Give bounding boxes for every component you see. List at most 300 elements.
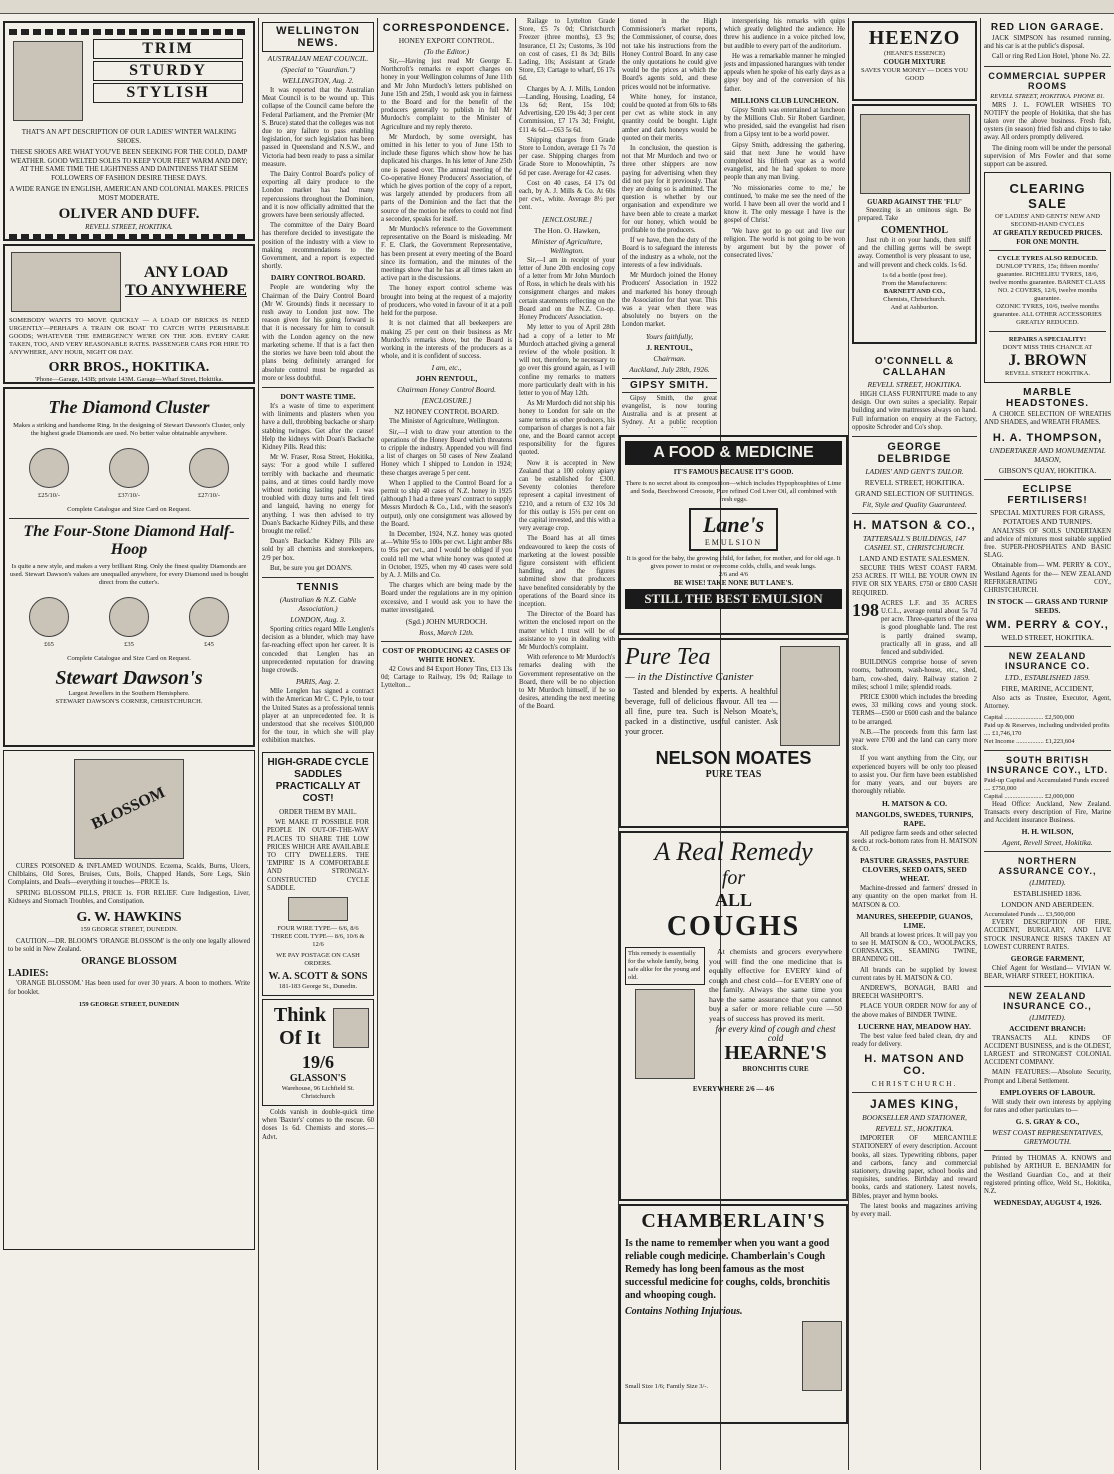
guard-maker3: And at Ashburton. xyxy=(890,303,939,311)
corr-editor: (To the Editor.) xyxy=(423,47,470,56)
guard-maker2: Chemists, Christchurch. xyxy=(883,295,946,303)
clearing-heading: CLEARING SALE xyxy=(1009,181,1086,212)
ring-price: £45 xyxy=(204,641,214,648)
diamond-text: Makes a striking and handsome Ring. In the designing of Stewart Dawson's Cluster, only the highest grade Diamonds are used. No better value obtainable anywhere. xyxy=(13,422,245,437)
chamberlain-contains: Contains Nothing Injurious. xyxy=(625,1306,743,1317)
lanes-logo xyxy=(689,508,778,551)
border-stripe xyxy=(9,29,249,35)
col4-p4: Cost on 40 cases, £4 17s 0d each, by A. J. Mills & Co. At 60s per cwt., white. Average 8½ per cent. xyxy=(519,179,615,212)
col4-enclosure: [ENCLOSURE.] xyxy=(541,214,593,224)
hearnes-bottle-illustration xyxy=(635,989,695,1079)
col5-p2: White honey, for instance, could be quoted at from 60s to 68s per cwt as white stock in any quantity could be bought. Light amber and dark honeys would be quoted on their merits. xyxy=(622,93,717,142)
hearnes-brand2: BRONCHITIS CURE xyxy=(742,1065,809,1073)
eclipse-p2: ANALYSIS OF SOILS UNDERTAKEN and advice of mixtures most suitable supplied free. SUPER-PHOSPHATES AND BASIC SLAG. xyxy=(984,527,1111,560)
corr-heading: CORRESPONDENCE. xyxy=(382,22,511,34)
column-3 xyxy=(378,18,515,1470)
heenzo-brand: (HEANE'S ESSENCE) xyxy=(884,50,945,57)
corr-sub: HONEY EXPORT CONTROL. xyxy=(398,36,495,45)
trim-shoe-ad xyxy=(3,21,255,241)
chamberlain-text: Is the name to remember when you want a good reliable cough medicine. Chamberlain's Cough Remedy has long been famous as the most successful medicine for coughs, colds, bronchitis and whooping cough. xyxy=(625,1238,830,1301)
trim-heading: TRIM xyxy=(93,39,243,59)
ring-illustration xyxy=(189,444,229,500)
oliver-duff: OLIVER AND DUFF. xyxy=(58,206,200,222)
col5-faithfully: Yours faithfully, xyxy=(645,331,694,341)
spring-text: SPRING BLOSSOM PILLS, PRICE 1s. FOR RELIEF. Cure Indigestion, Liver, Kidneys and Stomach Troubles, and Constipation. xyxy=(8,889,250,905)
clearing-prices: AT GREATLY REDUCED PRICES. xyxy=(992,229,1103,238)
trim-text3: A WIDE RANGE IN ENGLISH, AMERICAN AND COLONIAL MAKES. PRICES MOST MODERATE. xyxy=(9,185,249,202)
chamberlains-ad xyxy=(619,1204,848,1424)
place-order: PLACE YOUR ORDER NOW for any of the above makes of BINDER TWINE. xyxy=(852,1003,977,1019)
blossom-logo xyxy=(74,759,184,859)
food-text2: It is good for the baby, the growing child, for father, for mother, and for old age. It gives power to resist or overcome colds, chills, and weak lungs. xyxy=(626,554,841,570)
any-load-heading: ANY LOAD xyxy=(143,264,229,281)
brown-name: J. BROWN xyxy=(1008,352,1087,370)
saddles-heading: HIGH-GRADE CYCLE SADDLES PRACTICALLY AT COST! xyxy=(267,756,369,804)
nz-honey-heading: NZ HONEY CONTROL BOARD. xyxy=(394,407,499,417)
thompson-sub: UNDERTAKER AND MONUMENTAL MASON, xyxy=(989,445,1106,464)
saddles-ad xyxy=(262,752,374,996)
saddle-three: THREE COIL TYPE— 8/6, 10/6 & 12/6 xyxy=(271,932,365,948)
british-p2: Capital ........................ £2,000,000 xyxy=(984,792,1075,800)
hon-p7: With reference to Mr Murdoch's remarks dealing with the Government representative on the Board, there will be no objection to Mr Murdoch himself, if he so desires, attending the next meeting of the Board. xyxy=(519,654,615,711)
manures-p: All brands at lowest prices. It will pay you to see H. MATSON & CO., WOOLPACKS, CORNSACKS, SEAMING TWINE, BRANDING OIL. xyxy=(852,931,977,964)
james-sub: BOOKSELLER AND STATIONER, xyxy=(862,1113,967,1123)
stock: IN STOCK — GRASS AND TURNIP SEEDS. xyxy=(987,597,1108,616)
heenzo-column xyxy=(849,18,980,348)
column-8 xyxy=(981,18,1114,1470)
heenzo-title: HEENZO xyxy=(868,27,961,49)
paris-text: Mlle Lenglen has signed a contract with the American Mr C. C. Pyle, to tour the United States as a professional tennis player at an unprecedented fee. It is understood that she receives $100,000 for the tour, in which she will play exhibition matches. xyxy=(262,688,374,745)
doans-price: Doan's Backache Kidney Pills are sold by all chemists and storekeepers, 2/9 per box. xyxy=(262,538,374,562)
orr-bros: ORR BROS., HOKITIKA. xyxy=(48,360,210,375)
british-agent: H. H. WILSON, xyxy=(1021,827,1074,837)
ring-price: £37/10/- xyxy=(117,492,141,499)
guard-from: From the Manufacturers: xyxy=(882,279,947,287)
oconnell-text: HIGH CLASS FURNITURE made to any design. Our own suites a speciality. Repair building and wire mattresses always on hand. Full information on enquiry at the Factory, opposite Schroder and Co's shop. xyxy=(852,391,977,431)
gray: G. S. GRAY & CO., xyxy=(1015,1117,1080,1127)
northern-london: LONDON AND ABERDEEN. xyxy=(1001,900,1094,910)
pure-tea-title: Pure Tea xyxy=(625,644,711,670)
tennis-date: LONDON, Aug. 3. xyxy=(290,614,346,624)
think-heading: Think Of It xyxy=(273,1003,327,1049)
guard-maker: BARNETT AND CO., xyxy=(883,287,946,295)
col5-sign: J. RENTOUL, xyxy=(646,342,693,352)
load-text: SOMEBODY WANTS TO MOVE QUICKLY — A LOAD OF BRICKS IS NEED URGENTLY—PERHAPS A TRAIN OR BOAT TO CATCH WITH PERISHABLE GOODS; WHATEVER THE EMERGENCY WE'RE ON THE JOB. EVERY CARE TAKEN, TOO, AND VERY REASONABLE RATES. PASSENGER CARS FOR HIRE TO ANYWHERE, ANY HOUR, NIGHT OR DAY. xyxy=(9,317,249,356)
chamberlain-prices: Small Size 1/6; Family Size 3/-. xyxy=(625,1383,709,1390)
northern-p: EVERY DESCRIPTION OF FIRE, ACCIDENT, BURGLARY, AND LIVE STOCK INSURANCE RISKS TAKEN AT LOWEST CURRENT RATES. xyxy=(984,919,1111,951)
delbridge-footer: Fit, Style and Quality Guaranteed. xyxy=(862,500,967,510)
to-anywhere-heading: TO ANYWHERE xyxy=(125,282,247,299)
matson-heading: H. MATSON & CO., xyxy=(853,518,976,533)
nz-insurance-heading: NEW ZEALAND INSURANCE CO. xyxy=(1004,651,1090,672)
british-heading: SOUTH BRITISH INSURANCE COY., LTD. xyxy=(986,754,1109,775)
tennis-heading: TENNIS xyxy=(296,581,340,593)
murdoch-sign: (Sgd.) JOHN MURDOCH. xyxy=(405,616,488,626)
tyre-list: DUNLOP TYRES, 15s; fifteen months' guarantee. RICHELIEU TYRES, 18/6, twelve months guarantee. BARNET CLASS NO. 2 COVERS, 12/6, twelve months guarantee. xyxy=(989,263,1106,303)
hon-p4: Now it is accepted in New Zealand that a 100 colony apiary can be established for £300. Seventy colonies therefore represent a capital investment of £210, and a return of £32 10s 3d for this outlay is 15½ per cent on the capital invested, and this with a very average crop. xyxy=(519,459,615,533)
oliver-addr: REVELL STREET, HOKITIKA. xyxy=(85,223,173,231)
glasson-footer: Colds vanish in double-quick time when 'Baxter's' comes to the rescue. 60 doses 1s 6d. Chemists and stores.—Advt. xyxy=(262,1108,374,1141)
orange-blossom: ORANGE BLOSSOM xyxy=(81,956,177,968)
income: Net Income ................. £1,223,604 xyxy=(984,737,1075,745)
employers: EMPLOYERS OF LABOUR. xyxy=(999,1087,1096,1097)
chamberlain-title: CHAMBERLAIN'S xyxy=(641,1210,826,1232)
comenthol-illustration xyxy=(860,114,970,194)
red-lion-p: JACK SIMPSON has resumed running, and his car is at the public's disposal. xyxy=(984,35,1111,51)
gipsy-heading: GIPSY SMITH. xyxy=(622,378,717,393)
minister-address: The Minister of Agriculture, Wellington. xyxy=(389,418,500,426)
column-4 xyxy=(516,18,618,1470)
remedy-everywhere: EVERYWHERE 2/6 — 4/6 xyxy=(692,1085,775,1093)
column-2 xyxy=(259,18,377,1470)
wellington-p2: The Dairy Control Board's policy of exporting all dairy produce to the London market has had many repercussions throughout the Dominion, and it is now officially admitted that the growers have been seriously affected. xyxy=(262,171,374,220)
patent-medicine-block xyxy=(619,432,848,1470)
saddle-four: FOUR WIRE TYPE— 6/6, 8/6 xyxy=(277,924,359,932)
nz-ins2-sub: (LIMITED). xyxy=(1029,1012,1066,1022)
trim-text2: THESE SHOES ARE WHAT YOU'VE BEEN SEEKING FOR THE COLD, DAMP WEATHER. GOOD WELTED SOLES TO KEEP YOUR FEET WARM AND DRY; AT THE SAME TIME THE LIGHTNESS AND DAINTINESS THAT SEEM FOLLOWERS OF FASHION DESIRE THESE DAYS. xyxy=(10,148,248,182)
matson-p6: If you want anything from the City, our experienced buyers will be only too pleased to assist you. Our firm have been established for many years, and our buyers are thoroughly reliable. xyxy=(852,755,977,796)
stewart-sub: Largest Jewellers in the Southern Hemisphere. xyxy=(68,690,190,697)
matson-p3: BUILDINGS comprise house of seven rooms, bathroom, wash-house, etc., shed, barn, cow-shed, dairy. Railway station 2 miles; school 1 mile; splendid roads. xyxy=(852,659,977,691)
red-lion-heading: RED LION GARAGE. xyxy=(990,22,1105,33)
cost-heading: COST OF PRODUCING 42 CASES OF WHITE HONEY. xyxy=(382,645,511,664)
scott-name: W. A. SCOTT & SONS xyxy=(268,970,368,982)
stewart-dawson: Stewart Dawson's xyxy=(55,667,203,689)
diamond-cluster-ad xyxy=(3,387,255,747)
james-addr: REVELL ST., HOKITIKA. xyxy=(875,1124,954,1134)
ring-illustration xyxy=(29,444,69,500)
col4-p3: Shipping charges from Grade Store to London, average £1 7s 7d per case. Shipping charges from Grade Store to Monowhiptin, 7s 6d per case. Average for 42 cases. xyxy=(519,136,615,177)
guard-prices: 1s 6d a bottle (post free). xyxy=(882,271,947,279)
perry-addr: WELD STREET, HOKITIKA. xyxy=(1001,633,1094,643)
matson-p2: ACRES L.F. and 35 ACRES U.C.L., average rental about 5s 7d per acre. Three-quarters of the area is good ploughable land. The rest is partly drained swamp, practically all in grass, and all fenced and subdivided. xyxy=(881,599,977,657)
corr-name: JOHN RENTOUL, xyxy=(415,374,478,384)
matson-p4: PRICE £3000 which includes the breeding ewes, 33 milking cows and young stock. TERMS—£500 or £600 cash and the balance to be arranged. xyxy=(852,694,977,726)
matson-p5: N.B.—The proceeds from this farm last year were £700 and the land can carry more stock. xyxy=(852,728,977,753)
remedy-all: ALL xyxy=(714,890,752,910)
food-text: There is no secret about its composition—which includes Hypophosphites of Lime and Soda, Beechwood Creosote, Pure refined Cod Liver Oil, all combined with fresh eggs. xyxy=(625,479,842,503)
corr-title: Chairman Honey Control Board. xyxy=(396,385,497,395)
hearnes-ad xyxy=(619,831,848,1201)
hon-p1: Sir,—I am in receipt of your letter of June 20th enclosing copy of a letter from Mr John Murdoch of Ross, in which he deals with his consignment charges and makes certain statements reflecting on the Board and on the N.Z. Co-op. Honey Producers' Association. xyxy=(519,256,615,322)
col5-p3: In conclusion, the question is not that Mr Murdoch and two or three other shippers are now paying for advertising when they did not pay for it previously. That they are doing so is admitted. The question is whether by our organisation and expenditure we have been able to create a market for our honey, which would be profitable to the producers. xyxy=(622,145,717,235)
accident: ACCIDENT BRANCH: xyxy=(1009,1023,1086,1033)
clearing-sub: OF LADIES' AND GENTS' NEW AND SECOND-HAND CYCLES xyxy=(995,213,1100,229)
marble-p: A CHOICE SELECTION OF WREATHS AND SHADES, and WREATH FRAMES. xyxy=(984,411,1111,427)
james-footer: The latest books and magazines arriving by every mail. xyxy=(852,1202,977,1218)
tennis-sub: (Australian & N.Z. Cable Association.) xyxy=(279,594,357,613)
wellington-p3: The committee of the Dairy Board has therefore decided to investigate the position of the industry with a view to making recommendations to the Government, and a report is expected shortly. xyxy=(262,222,374,271)
guard-text: Sneezing is an ominous sign. Be prepared. Take xyxy=(858,206,971,222)
four-catalog: Complete Catalogue and Size Card on Request. xyxy=(67,655,191,662)
dont-waste-text2: Mr W. Fraser, Rosa Street, Hokitika, says: 'For a good while I suffered terribly with backache and rheumatic pains, and at times could hardly move without noticing lasting pain. I was troubled with dizzy turns and felt tired and languid, having no energy for anything. I was then advised to try Doan's Backache Kidney Pills, and these brought me relief.' xyxy=(262,454,374,535)
shoe-illustration xyxy=(13,41,83,121)
pure-tea-sub: — in the Distinctive Canister xyxy=(625,671,754,683)
doans-footer: But, be sure you get DOAN'S. xyxy=(270,564,353,572)
glasson-name: GLASSON'S xyxy=(289,1072,347,1084)
ring-illustration xyxy=(189,593,229,649)
hawkins-name: G. W. HAWKINS xyxy=(76,910,182,926)
blossom-ad xyxy=(3,750,255,1250)
col5-date: Auckland, July 28th, 1926. xyxy=(629,364,710,374)
diamond-cluster-heading: The Diamond Cluster xyxy=(48,397,210,417)
ring-illustration xyxy=(109,444,149,500)
border-stripe xyxy=(9,234,249,240)
ring-price: £35 xyxy=(124,641,134,648)
british-p3: Head Office: Auckland, New Zealand. Transacts every description of Fire, Marine and Accident insurance Business. xyxy=(984,800,1111,825)
coat-illustration xyxy=(333,1008,369,1048)
food-footer: STILL THE BEST EMULSION xyxy=(625,589,842,609)
nz-ins-p: FIRE, MARINE, ACCIDENT, xyxy=(1001,684,1094,694)
stylish-heading: STYLISH xyxy=(93,83,243,103)
corr-p5: It is not claimed that all beekeepers are making 25 per cent on their business as Mr Murdoch's remarks show, but the Board is working in the interests of the producers as a whole, and it is confident of success. xyxy=(381,320,512,361)
clearing-sale-ad xyxy=(984,172,1111,383)
dont-miss: DON'T MISS THIS CHANCE AT xyxy=(1002,344,1093,352)
matson-198: 198 xyxy=(852,599,879,620)
nz-ins2-heading: NEW ZEALAND INSURANCE CO., xyxy=(1003,990,1092,1011)
millions-heading: MILLIONS CLUB LUNCHEON. xyxy=(730,95,839,105)
matson-p7: MANGOLDS, SWEDES, TURNIPS, RAPE. xyxy=(855,809,974,828)
dont-waste-heading: DON'T WASTE TIME. xyxy=(280,391,356,401)
col4-p1: Railage to Lyttelton Grade Store, £5 7s 0d; Christchurch Freezer (three months), £3 9s; Insurance, £1 2s; Customs, 3s 10d on cost of cases, £1 8s 3d; Bills Lading, 10s; Assistant at Grade Store, £3; Cartage to wharf, £6 17s 6d. xyxy=(519,18,615,83)
hearnes-brand: HEARNE'S xyxy=(724,1042,827,1064)
corr-p3: Mr Murdoch's reference to the Government representative on the Board is misleading. Mr F. E. Clark, the Government Representative, has been present at every meeting of the Board since its formation, and the minutes of the meetings show that he has at all times taken an active part in the discussions. xyxy=(381,226,512,283)
corr-sign: I am, etc., xyxy=(431,363,462,373)
four-stone-heading: The Four-Stone Diamond Half-Hoop xyxy=(23,523,235,558)
nz-ins-sub: LTD., ESTABLISHED 1859. xyxy=(1005,673,1090,683)
james-p: IMPORTER OF MERCANTILE STATIONERY of every description. Account books, all sizes. Typewriting ribbons, paper and carbons, fancy and commercial stationery, drawing paper, school books and requisites, sundries. Birthday and reward books, cards and stationery. Latest novels, Bibles, prayer and hymn books. xyxy=(852,1135,977,1200)
millions-p: Gipsy Smith was entertained at luncheon by the Millions Club. Sir Robert Gardiner, who presided, said the evangelist had risen from a Gipsy tent to be a world power. xyxy=(724,106,845,139)
real-remedy-title: A Real Remedy xyxy=(654,837,813,866)
gray-p: WEST COAST REPRESENTATIVES, GREYMOUTH. xyxy=(992,1128,1103,1147)
eclipse-heading: ECLIPSE FERTILISERS! xyxy=(1007,483,1088,506)
think-price: 19/6 xyxy=(301,1051,334,1072)
british-p: Paid-up Capital and Accumulated Funds exceed .... £750,000 xyxy=(984,776,1109,792)
saddles-text: WE MAKE IT POSSIBLE FOR PEOPLE IN OUT-OF-THE-WAY PLACES TO SHARE THE LOW PRICES WHICH ARE AVAILABLE TO CITY DWELLERS. THE 'EMPIRE' IS A COMFORTABLE AND STRONGLY-CONSTRUCTED CYCLE SADDLE. xyxy=(267,819,369,892)
remedy-side: This remedy is essentially for the whole family, being safe alike for the young and old. xyxy=(625,947,705,985)
trim-text: THAT'S AN APT DESCRIPTION OF OUR LADIES' WINTER WALKING SHOES. xyxy=(21,128,237,145)
marble-heading: MARBLE HEADSTONES. xyxy=(1005,387,1090,410)
heenzo-ad xyxy=(852,21,977,101)
oconnell-addr: REVELL STREET, HOKITIKA. xyxy=(867,380,962,389)
capital: Capital ........................ £2,500,000 xyxy=(984,713,1075,721)
hon-p6: The Director of the Board has written the enclosed report on the matter which I trust will be of assistance to you in dealing with Mr Murdoch's complaint. xyxy=(519,611,615,652)
matson2-sub: CHRISTCHURCH. xyxy=(871,1079,958,1089)
cost-text: 42 Cows and 84 Export Honey Tins, £13 13s 0d; Cartage to Railway, 19s 0d; Railage to Lyttelton... xyxy=(381,665,512,690)
matson-p1: SECURE THIS WEST COAST FARM. 253 ACRES. IT WILL BE YOUR OWN IN FIVE OR SIX YEARS. £750 or £800 CASH REQUIRED. xyxy=(852,565,977,597)
printed-by: Printed by THOMAS A. KNOWS and published by ARTHUR E. BENJAMIN for the Westland Guardian Co., and at their registered printing office, Weld St., Hokitika, N.Z. xyxy=(984,1155,1111,1195)
ring-illustration xyxy=(29,593,69,649)
col5-p4: If we have, then the duty of the Board is to safeguard the interests of the industry as a whole, not the interests of a few individuals. xyxy=(622,237,717,269)
pasture: PASTURE GRASSES, PASTURE CLOVERS, SEED OATS, SEED WHEAT. xyxy=(860,856,969,884)
nelson-brand2: PURE TEAS xyxy=(705,769,762,780)
remedy-for: for xyxy=(721,867,746,889)
col5-p5: Mr Murdoch joined the Honey Producers' Association in 1922 and marketed his honey through the Association for that year. This was a year when there was absolutely no buyers on the London market. xyxy=(622,272,717,329)
saddle-illustration xyxy=(288,897,348,921)
remedy-coughs: COUGHS xyxy=(666,911,801,942)
millions-p3: 'No missionaries come to me,' he continued, 'to make me see the need of the world. I have been all over the world and I know it. The only message I have is the gospel of Christ.' xyxy=(724,184,845,225)
food-prices: 2/6 and 4/6 xyxy=(718,570,749,578)
diamond-catalog: Complete Catalogue and Size Card on Request. xyxy=(67,506,191,513)
employers-p: Will study their own interests by applying for rates and other particulars to— xyxy=(984,1098,1111,1114)
heenzo-sub: COUGH MIXTURE xyxy=(883,58,946,66)
matson-land: LAND AND ESTATE SALESMEN. xyxy=(859,554,970,564)
guard-title: GUARD AGAINST THE 'FLU' xyxy=(867,198,962,206)
murdoch-date: Ross, March 12th. xyxy=(419,627,474,637)
tyre-list2: OZONIC TYRES, 10/6, twelve months guarantee. ALL OTHER ACCESSORIES GREATLY REDUCED. xyxy=(993,303,1102,327)
dont-waste-text: It's a waste of time to experiment with liniments and plasters when you have a dull, throbbing backache or sharp stabbing twinges. Get after the cause! Help the kidneys with Doan's Backache Kidney Pills. Read this: xyxy=(262,402,374,451)
comenthol-ad xyxy=(852,104,977,344)
delbridge-heading: GEORGE DELBRIDGE xyxy=(877,441,952,466)
northern-funds: Accumulated Funds .... £3,500,000 xyxy=(984,911,1076,919)
column-6 xyxy=(721,18,848,428)
minister-p: Sir,—I wish to draw your attention to the operations of the Honey Board which threatens to cripple the industry. Appended you will find a list of charges on 50 cases of New Zealand Honey which I shipped to London in 1924; these charges average 5 per cent. xyxy=(381,428,512,477)
perry-heading: WM. PERRY & COY., xyxy=(986,619,1109,632)
lanes-brand: Lane's xyxy=(702,511,765,537)
ring-price: £65 xyxy=(44,641,54,648)
minister-p4: The charges which are being made by the Board under the regulations are in my opinion excessive, and I would ask you to have the matter investigated. xyxy=(381,582,512,614)
food-banner: A FOOD & MEDICINE xyxy=(625,441,842,465)
delbridge-addr: REVELL STREET, HOKITIKA. xyxy=(864,478,965,488)
nz-ins-p2: Also acts as Trustee, Executor, Agent, Attorney. xyxy=(984,695,1111,711)
orr-phone: 'Phone—Garage, 143B; private 143M. Garage—Wharf Street, Hokitika. xyxy=(34,376,224,383)
clearing-month: FOR ONE MONTH. xyxy=(1016,237,1079,246)
delbridge-grand: GRAND SELECTION OF SUITINGS. xyxy=(855,489,974,499)
wellington-heading: WELLINGTON NEWS. xyxy=(262,22,374,52)
paid-up: Paid up & Reserves, including undivided profits .... £1,746,170 xyxy=(984,721,1110,737)
ladies-label: LADIES: xyxy=(8,968,49,980)
think-ad xyxy=(262,999,374,1106)
col5-p1: tioned in the High Commissioner's market reports, the Commissioner, of course, does not take his instructions from the Honey Control Board. In any case the only quotations he could give would be the prices at which the Board's agents sold, and these prices would not be informative. xyxy=(622,18,717,91)
oconnell-heading: O'CONNELL & CALLAHAN xyxy=(874,356,955,378)
pasture2: Machine-dressed and farmers' dressed in any quantity on the open market from H. MATSON & CO. xyxy=(852,885,977,909)
wellington-p1: It was reported that the Australian Meat Council is to be wound up. This collapse of the Council came before the Federal Parliament, and the Premier (Mr S. Bruce) stated that the colleges was not due to any failure to pass enabling legislation, for such legislation has been passed in Queensland and N.S.W., and Victoria had been ready to pass a similar measure. xyxy=(262,87,374,168)
repairs: REPAIRS A SPECIALITY! xyxy=(1008,336,1087,344)
glasson-sub: Warehouse, 96 Lichfield St. Christchurch xyxy=(281,1084,355,1100)
british-agent2: Agent, Revell Street, Hokitika. xyxy=(1002,838,1093,848)
remedy-text: At chemists and grocers everywhere you will find the one medicine that is equally effective for EVERY kind of cough and chest cold—for EVERY one of the family. Always the same time you have the same assurance that you cannot buy a safer or more reliable cure —50 years of success has proved its merit. xyxy=(709,947,842,1023)
blossom-text: CURES POISONED & INFLAMED WOUNDS. Eczema, Scalds, Burns, Ulcers, Chilblains, Old Sores, Bruises, Cuts, Boils, Chapped Hands, Sore Legs, Skin Complaints, and Deafs—everything it touches—PRICE 1s. xyxy=(8,863,250,887)
millions-p4: 'We have got to go out and live our religion. The world is not going to be won by argument but by the power of consecrated lives.' xyxy=(724,227,845,260)
commercial-p: MRS J. L. FOWLER WISHES TO NOTIFY the people of Hokitika, that she has taken over the above business. Fresh fish, oysters (in season) fried fish and chips to take away. All orders promptly delivered. xyxy=(984,101,1111,142)
comenthol-name: COMENTHOL xyxy=(880,224,949,236)
ring-price: £25/10/- xyxy=(37,492,61,499)
footer-address: 159 GEORGE STREET, DUNEDIN xyxy=(78,1000,180,1008)
hawkins-addr: 159 GEORGE STREET, DUNEDIN. xyxy=(80,926,178,934)
tennis-text: Sporting critics regard Mlle Lenglen's decision as a blunder, which may have far-reaching effect upon her career. It is conceded that Lenglen has an unprecedented reputation for drawing huge crowds. xyxy=(262,625,374,674)
corr-p4: The honey export control scheme was brought into being at the request of a majority of producers, who voted in favour of it at a poll held for the purpose. xyxy=(381,285,512,318)
col6-p1: intersperising his remarks with quips which greatly delighted the audience. He threw his audience in a voice pitched low, but audible to every part of the auditorium. xyxy=(724,18,845,50)
nelson-moate-ad xyxy=(619,638,848,828)
commercial-addr: REVELL STREET, HOKITIKA. PHONE 81. xyxy=(990,92,1105,100)
commercial-p2: The dining room will be under the personal supervision of Mrs Fowler and that some support can be assured. xyxy=(984,144,1111,169)
corr-p1: Sir,—Having just read Mr George E. Northcroft's remarks re export charges on honey in your Wellington columns of June 11th and Mr John Murdoch's letters published on June 15th and 25th, I would ask you in fairness to the Board and for the benefit of the producers generally to publish in full Mr Murdoch's complaint to the Minister of Agriculture and my reply thereto. xyxy=(381,58,512,131)
northern-sub: (LIMITED). xyxy=(1029,878,1066,888)
andrew: ANDREW'S, BONAGH, BARI and BREECH WASHPORT'S. xyxy=(852,984,977,1001)
minister-p2: When I applied to the Control Board for a permit to ship 40 cases of N.Z. honey in 1925 (although I had a three years' contract to supply Messrs Murdoch & Co., Ltd., with the season's output), only one consignment was allowed by the Board. xyxy=(381,479,512,528)
lanes-emulsion-ad xyxy=(619,435,848,635)
wellington-date: WELLINGTON, Aug. 2. xyxy=(282,76,354,85)
ladies-text: 'ORANGE BLOSSOM.' Has been used for over 30 years. A boon to mothers. Write for booklet. xyxy=(8,980,250,996)
hon-title: Minister of Agriculture, Wellington. xyxy=(531,236,603,255)
heenzo-tag: SAVES YOUR MONEY — DOES YOU GOOD xyxy=(861,66,968,82)
sturdy-heading: STURDY xyxy=(93,61,243,81)
thompson-heading: H. A. THOMPSON, xyxy=(992,431,1103,444)
enclosure-label: [ENCLOSURE.] xyxy=(421,396,472,406)
caution-text: CAUTION.—DR. BLOOM'S 'ORANGE BLOSSOM' is the only one legally allowed to be sold in New Zealand. xyxy=(8,938,250,954)
accident-p2: MAIN FEATURES:—Absolute Security, Prompt and Liberal Settlement. xyxy=(984,1069,1111,1085)
matson-sub: TATTERSALL'S BUILDINGS, 147 CASHEL ST., CHRISTCHURCH. xyxy=(862,534,967,553)
hon-p3: As Mr Murdoch did not ship his honey to London for sale on the same terms as other producers, his comparison of charges is not a fair one, and the Board cannot accept responsibility for the figures quoted. xyxy=(519,400,615,457)
lucerne-p: The best value feed baled clean, dry and ready for delivery. xyxy=(852,1032,977,1048)
commercial-heading: COMMERCIAL SUPPER ROOMS xyxy=(988,70,1107,91)
northern-est: ESTABLISHED 1836. xyxy=(1013,889,1082,899)
masthead xyxy=(0,0,1114,14)
gipsy-p: Gipsy Smith, the great evangelist, is now touring Australia and is at present at Sydney. At a public reception xyxy=(622,394,717,427)
cycle-tyres: CYCLE TYRES ALSO REDUCED. xyxy=(997,255,1098,263)
saddles-order: ORDER THEM BY MAIL. xyxy=(279,807,357,816)
lucerne: LUCERNE HAY, MEADOW HAY. xyxy=(858,1021,971,1031)
lanes-brand2: EMULSION xyxy=(704,537,763,547)
matson2-heading: H. MATSON AND CO. xyxy=(864,1053,965,1078)
wellington-sub: AUSTRALIAN MEAT COUNCIL. xyxy=(267,54,369,63)
thompson-addr: GIBSON'S QUAY, HOKITIKA. xyxy=(998,465,1097,475)
any-load-ad xyxy=(3,244,255,384)
northern-agent: GEORGE FARMENT, xyxy=(1010,954,1085,964)
delbridge-sub: LADIES' AND GENT'S TAILOR. xyxy=(865,467,964,477)
tea-text: Tasted and blended by experts. A healthful beverage, full of delicious flavour. All tea — all fine, pure tea. Such is Nelson Moate's, packed in a distinctive, useful canister. Ask your grocer. xyxy=(625,687,778,736)
blossom-logo-text: BLOSSOM xyxy=(89,784,169,833)
matson-footer: H. MATSON & CO. xyxy=(881,798,948,808)
brands: All brands can be supplied by lowest current rates by H. MATSON & CO. xyxy=(852,966,977,982)
column-1 xyxy=(0,18,258,1470)
issue-date: WEDNESDAY, AUGUST 4, 1926. xyxy=(993,1198,1102,1208)
tea-canister-illustration xyxy=(780,646,840,746)
dairy-heading: DAIRY CONTROL BOARD. xyxy=(270,273,366,283)
nelson-brand: NELSON MOATES xyxy=(655,748,812,768)
scott-addr: 181-183 George St., Dunedin. xyxy=(278,982,358,990)
minister-p3: In December, 1924, N.Z. honey was quoted at—White 95s to 100s per cwt. Light amber 88s to 95s per cwt., and I would be obliged if you could tell me what white honey was quoted at in October, 1925, when my 40 cases were sold by A. J. Mills and Co. xyxy=(381,530,512,579)
paris-date: PARIS, Aug. 2. xyxy=(295,677,341,687)
matson-p8: All pedigree farm seeds and other selected seeds at rock-bottom rates from H. MATSON & CO. xyxy=(852,829,977,853)
remedy-bottom: for every kind of cough and chest cold xyxy=(715,1024,836,1043)
col4-p2: Charges by A. J. Mills, London—Landing, Housing, Loading, £4 13s 6d; Rent, 15s 10d; Advertising, £20 19s 4d; 3 per cent Commission, £7 17s 3d; Freight, £11 4s 6d.—£63 5s 6d. xyxy=(519,85,615,134)
saddle-postage: WE PAY POSTAGE ON CASH ORDERS. xyxy=(276,951,360,967)
col6-p2: He was a remarkable manner he mingled jests and impassioned harangues with tender appeals when he spoke of his early days as a gipsy boy and of the conversion of his father. xyxy=(724,52,845,93)
ring-illustration xyxy=(109,593,149,649)
food-sub: IT'S FAMOUS BECAUSE IT'S GOOD. xyxy=(673,468,794,476)
dairy-text: People are wondering why the Chairman of the Dairy Control Board (Mr W. Grounds) finds it necessary to rush away to London just now. The reason given for his going forward is that it is necessary for him to consult with the London agency on the new marketing scheme. If that is a fact then the stories we have been told about the plans being definitely arranged for absolute control must be regarded as more or less doubtful. xyxy=(262,284,374,382)
james-heading: JAMES KING, xyxy=(869,1097,959,1112)
corr-p2: Mr Murdoch, by some oversight, has omitted in his letter to you of June 15th to include these figures which show how he has duplicated his charges. In his letter of June 25th one is passed over. The annual meeting of the Co-operative Honey Producers' Association, of which he gives portion of the copy of a report, was largely attended by producers from all parts of the Dominion and the fact that the source of the motion he refers to could not find a seconder, speaks for itself. xyxy=(381,133,512,223)
northern-agent2: Chief Agent for Westland— VIVIAN W. BEAR, WHARF STREET, HOKITIKA. xyxy=(984,965,1111,981)
eclipse-p: SPECIAL MIXTURES FOR GRASS, POTATOES AND TURNIPS. xyxy=(990,507,1105,526)
manures: MANURES, SHEEPDIP, GUANOS, LIME. xyxy=(856,911,973,930)
col5-sign-title: Chairman. xyxy=(653,353,686,363)
four-stone-text: Is quite a new style, and makes a very brilliant Ring. Only the finest quality Diamonds are used. Stewart Dawson's values are unequalled anywhere, for every Diamond used is bought direct from the cutter's. xyxy=(9,563,249,586)
northern-heading: NORTHERN ASSURANCE COY., xyxy=(998,856,1097,877)
ring-price: £27/10/- xyxy=(197,492,221,499)
hon-p2: My letter to you of April 28th had a copy of a letter to Mr Murdoch attached giving a general review of the whole position. It will not, therefore, be necessary to go over this ground again, as I will confine my remarks to matters more particularly dealt with in his letter to you of May 12th. xyxy=(519,324,615,397)
brown-addr: REVELL STREET HOKITIKA. xyxy=(1004,370,1091,378)
chamberlain-bottle-illustration xyxy=(802,1321,842,1391)
accident-p: TRANSACTS ALL KINDS OF ACCIDENT BUSINESS, and is the OLDEST, LARGEST and STRONGEST COLONIAL ACCIDENT COMPANY. xyxy=(984,1034,1111,1067)
stewart-addr: STEWART DAWSON'S CORNER, CHRISTCHURCH. xyxy=(55,698,203,705)
obtainable: Obtainable from— WM. PERRY & COY., Westland Agents for the— NEW ZEALAND REFRIGERATING COY., CHRISTCHURCH. xyxy=(984,562,1111,595)
red-lion-p2: Call or ring Red Lion Hotel, 'phone No. 22. xyxy=(992,53,1111,61)
guard-text2: Just rub it on your hands, then sniff and the chilling germs will be swept away. Comenthol is very pleasant to use, and will prevent and check colds. 1s 6d. xyxy=(858,236,971,269)
hon-name: The Hon. O. Hawken, xyxy=(533,225,601,235)
